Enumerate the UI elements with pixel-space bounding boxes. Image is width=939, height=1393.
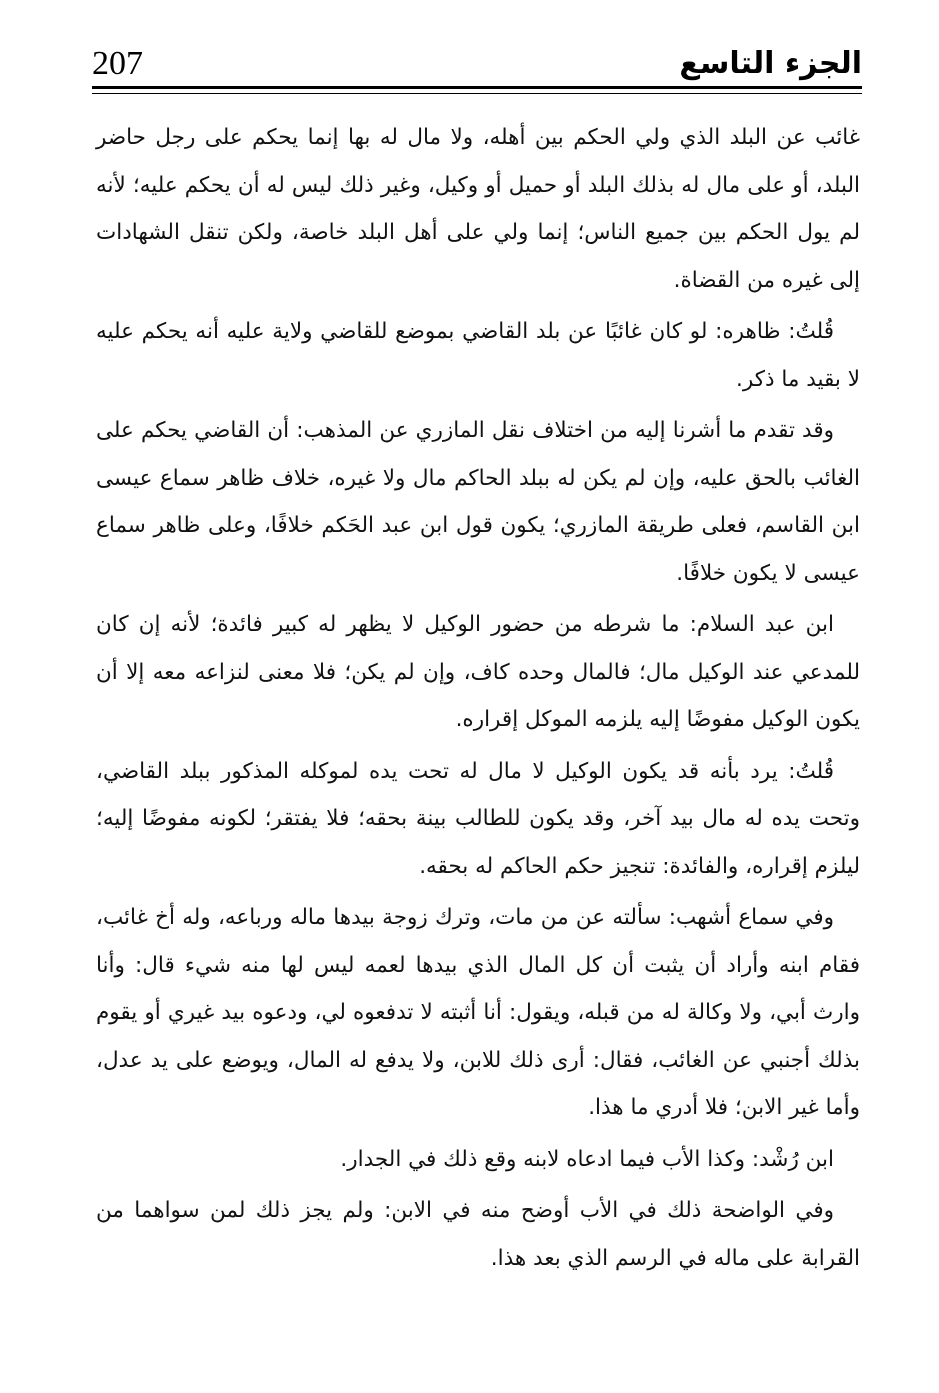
header-rule-thin xyxy=(92,93,862,94)
paragraph: وفي سماع أشهب: سألته عن من مات، وترك زوجة بيدها ماله ورباعه، وله أخ غائب، فقام ابنه وأراد أن يثبت أن كل المال الذي بيدها لعمه ليس لها منه شيء قال: وأنا وارث أبي، ولا وكالة له من قبله، ويقول: أنا أثبته لا تدفعوه لي، ودعوه بيد غيري أو يقوم بذلك أجنبي عن الغائب، فقال: أرى ذلك للابن، ولا يدفع له المال، ويوضع على يد عدل، وأما غير الابن؛ فلا أدري ما هذا. xyxy=(96,905,860,1120)
header-rule-thick xyxy=(92,86,862,89)
page-number: 207 xyxy=(92,45,143,82)
running-title: الجزء التاسع xyxy=(679,46,862,81)
paragraph: غائب عن البلد الذي ولي الحكم بين أهله، ولا مال له بها إنما يحكم على رجل حاضر البلد، أو على مال له بذلك البلد أو حميل أو وكيل، وغير ذلك ليس له أن يحكم عليه؛ لأنه لم يول الحكم بين جميع الناس؛ إنما ولي على أهل البلد خاصة، ولكن تنقل الشهادات إلى غيره من القضاة. xyxy=(96,125,860,293)
paragraph: وفي الواضحة ذلك في الأب أوضح منه في الابن: ولم يجز ذلك لمن سواهما من القرابة على ماله في الرسم الذي بعد هذا. xyxy=(96,1198,860,1271)
paragraph: وقد تقدم ما أشرنا إليه من اختلاف نقل المازري عن المذهب: أن القاضي يحكم على الغائب بالحق عليه، وإن لم يكن له ببلد الحاكم مال ولا غيره، خلاف ظاهر سماع عيسى ابن القاسم، فعلى طريقة المازري؛ يكون قول ابن عبد الحَكم خلافًا، وعلى ظاهر سماع عيسى لا يكون خلافًا. xyxy=(96,418,860,586)
paragraph: قُلتُ: يرد بأنه قد يكون الوكيل لا مال له تحت يده لموكله المذكور ببلد القاضي، وتحت يده له مال بيد آخر، وقد يكون للطالب بينة بحقه؛ فلا يفتقر؛ لكونه مفوضًا إليه؛ ليلزم إقراره، والفائدة: تنجيز حكم الحاكم له بحقه. xyxy=(96,758,860,879)
body-text xyxy=(96,114,860,1286)
paragraph: قُلتُ: ظاهره: لو كان غائبًا عن بلد القاضي بموضع للقاضي ولاية عليه أنه يحكم عليه لا بقيد ما ذكر. xyxy=(96,319,860,392)
page-header xyxy=(92,40,862,90)
paragraph: ابن رُشْد: وكذا الأب فيما ادعاه لابنه وقع ذلك في الجدار. xyxy=(340,1146,834,1172)
paragraph: ابن عبد السلام: ما شرطه من حضور الوكيل لا يظهر له كبير فائدة؛ لأنه إن كان للمدعي عند الوكيل مال؛ فالمال وحده كاف، وإن لم يكن؛ فلا معنى لنزاعه معه إلا أن يكون الوكيل مفوضًا إليه يلزمه الموكل إقراره. xyxy=(96,612,860,732)
